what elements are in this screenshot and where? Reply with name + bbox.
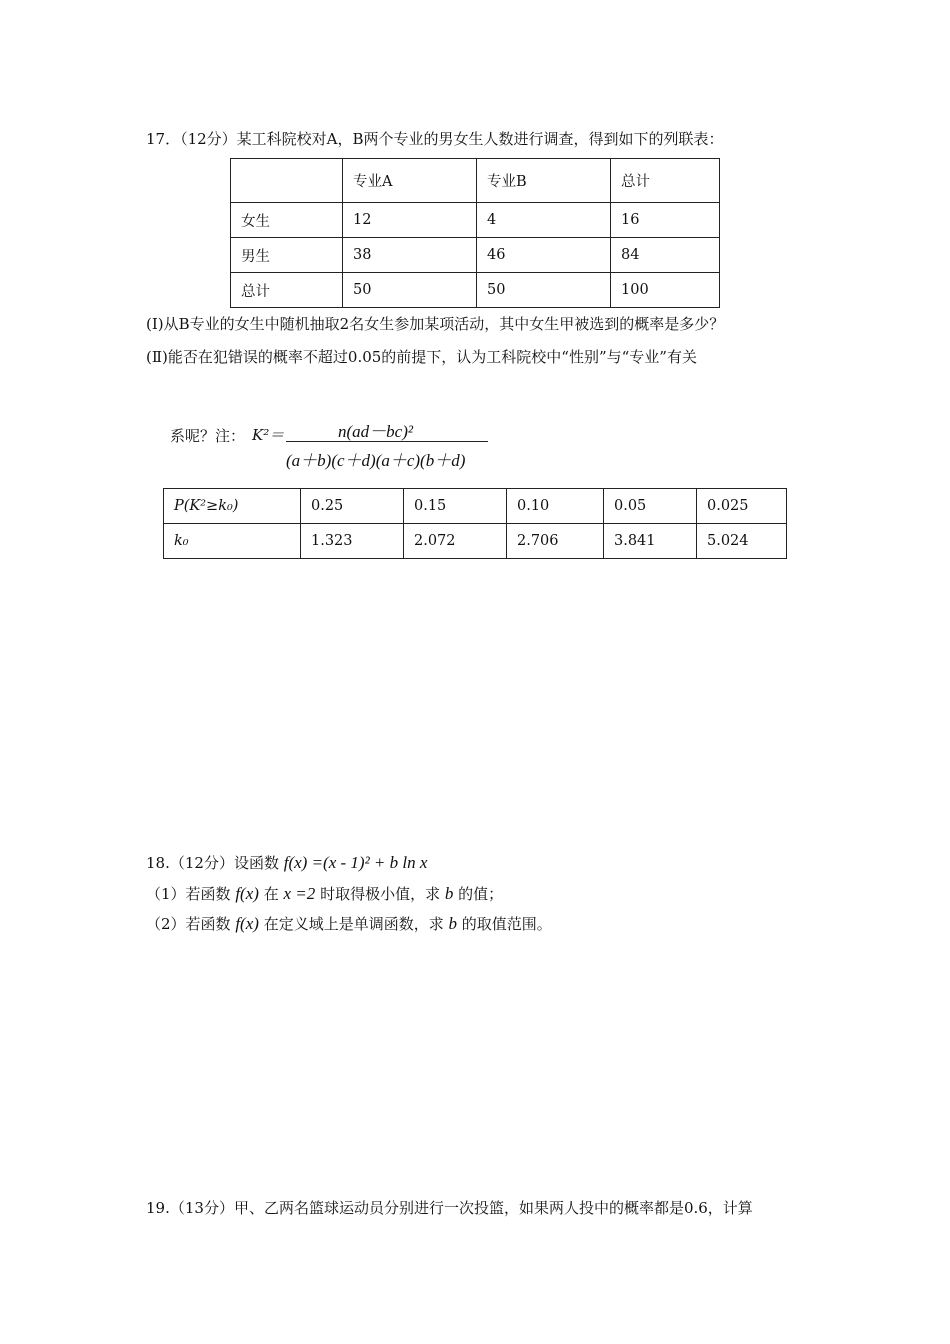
contingency-table [230,158,720,308]
fraction-bar [286,441,488,442]
text: 的值； [458,885,504,903]
table-cell: 女生 [231,203,343,238]
table-cell: 专业B [477,159,611,203]
table-cell: 0.05 [604,489,697,524]
table-cell: 总计 [231,273,343,308]
table-row [231,203,720,238]
table-cell: 16 [611,203,720,238]
q18-part1 [146,883,503,904]
math-b: b [444,884,454,903]
table-cell: 1.323 [301,524,404,559]
q18-title [146,852,427,873]
table-cell: k₀ [164,524,301,559]
q18-function-formula: f(x) =(x - 1)² + b ln x [283,853,428,872]
table-cell: 50 [477,273,611,308]
formula-numerator: n(ad－bc)² [338,422,413,441]
q19-text: 19.（13分）甲、乙两名篮球运动员分别进行一次投篮，如果两人投中的概率都是0.6，计算 [146,1199,753,1217]
table-cell: 0.15 [404,489,507,524]
table-cell: 3.841 [604,524,697,559]
q17-part1: (Ⅰ)从B专业的女生中随机抽取2名女生参加某项活动，其中女生甲被选到的概率是多少？ [146,315,725,333]
table-cell: P(K²≥k₀) [164,489,301,524]
table-cell: 0.025 [697,489,787,524]
math-f: f(x) [235,914,259,933]
table-cell: 38 [343,238,477,273]
table-cell: 100 [611,273,720,308]
table-row [164,489,787,524]
math-f: f(x) [235,884,259,903]
table-cell: 46 [477,238,611,273]
text: 时取得极小值，求 [320,885,441,903]
text: （2）若函数 [146,915,231,933]
critical-value-table [163,488,787,559]
table-row [231,238,720,273]
table-cell: 4 [477,203,611,238]
table-cell: 50 [343,273,477,308]
table-header-row [231,159,720,203]
table-cell: 0.25 [301,489,404,524]
table-row [164,524,787,559]
text: 在定义域上是单调函数，求 [263,915,444,933]
table-cell: 2.072 [404,524,507,559]
q18-title-prefix: 18.（12分）设函数 [146,854,279,872]
table-cell: 总计 [611,159,720,203]
table-cell: 男生 [231,238,343,273]
text: 在 [263,885,279,903]
table-cell: 0.10 [507,489,604,524]
formula-lhs: K²＝ [252,426,285,444]
table-cell [231,159,343,203]
math-b: b [448,914,457,933]
table-cell: 专业A [343,159,477,203]
q17-part2: (Ⅱ)能否在犯错误的概率不超过0.05的前提下，认为工科院校中“性别”与“专业”有关 [146,348,697,366]
q17-intro: 17．（12分）某工科院校对A，B两个专业的男女生人数进行调查，得到如下的列联表： [146,130,724,148]
table-cell: 5.024 [697,524,787,559]
text: （1）若函数 [146,885,231,903]
q17-part2-cont: 系呢？注： [170,427,246,445]
table-row [231,273,720,308]
table-cell: 12 [343,203,477,238]
q18-part2 [146,913,552,934]
math-x: x =2 [283,884,316,903]
text: 的取值范围。 [461,915,552,933]
table-cell: 84 [611,238,720,273]
table-cell: 2.706 [507,524,604,559]
formula-denominator: (a＋b)(c＋d)(a＋c)(b＋d) [286,451,466,470]
